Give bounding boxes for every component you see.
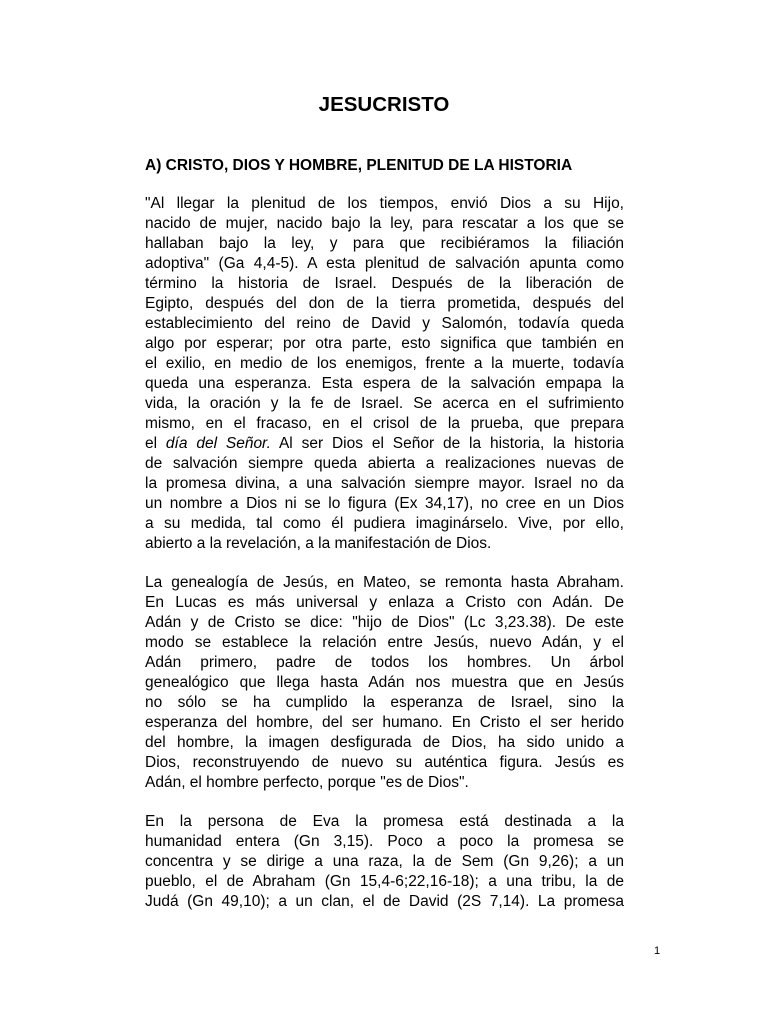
text-line: establecimiento del reino de David y Salomón, todavía queda (145, 315, 624, 332)
text-line: En Lucas es más universal y enlaza a Cristo con Adán. De (145, 594, 624, 611)
text-line-with-emphasis (145, 434, 624, 454)
emphasized-text: día del Señor. (165, 435, 271, 452)
text-line: La genealogía de Jesús, en Mateo, se remonta hasta Abraham. (145, 574, 624, 591)
text-line: algo por esperar; por otra parte, esto significa que también en (145, 335, 624, 352)
text-line: término la historia de Israel. Después de la liberación de (145, 275, 624, 292)
text-line: humanidad entera (Gn 3,15). Poco a poco la promesa se (145, 833, 624, 850)
text-line: la promesa divina, a una salvación siempre mayor. Israel no da (145, 475, 624, 492)
text-line: del hombre, la imagen desfigurada de Dios, ha sido unido a (145, 734, 624, 751)
text-line: a su medida, tal como él pudiera imaginárselo. Vive, por ello, (145, 515, 624, 532)
page-number: 1 (654, 945, 661, 957)
paragraph-3 (145, 812, 624, 912)
text-line: hallaban bajo la ley, y para que recibiéramos la filiación (145, 235, 624, 252)
text-line: pueblo, el de Abraham (Gn 15,4-6;22,16-18); a una tribu, la de (145, 873, 624, 890)
text-line: de salvación siempre queda abierta a realizaciones nuevas de (145, 455, 624, 472)
text-line: genealógico que llega hasta Adán nos muestra que en Jesús (145, 674, 624, 691)
text-line: el exilio, en medio de los enemigos, frente a la muerte, todavía (145, 355, 624, 372)
text-line: modo se establece la relación entre Jesús, nuevo Adán, y el (145, 634, 624, 651)
text-line: esperanza del hombre, del ser humano. En Cristo el ser herido (145, 714, 624, 731)
text-line: vida, la oración y la fe de Israel. Se acerca en el sufrimiento (145, 395, 624, 412)
text-line: abierto a la revelación, a la manifestación de Dios. (145, 535, 492, 552)
text-line: Adán primero, padre de todos los hombres. Un árbol (145, 654, 624, 671)
section-heading: A) CRISTO, DIOS Y HOMBRE, PLENITUD DE LA HISTORIA (145, 157, 573, 174)
text-line: un nombre a Dios ni se lo figura (Ex 34,17), no cree en un Dios (145, 495, 624, 512)
text-run: el (145, 435, 166, 452)
text-line: adoptiva" (Ga 4,4-5). A esta plenitud de salvación apunta como (145, 255, 624, 272)
text-line: Adán y de Cristo se dice: "hijo de Dios" (Lc 3,23.38). De este (145, 614, 624, 631)
page-title: JESUCRISTO (318, 93, 450, 116)
text-line: Judá (Gn 49,10); a un clan, el de David (2S 7,14). La promesa (145, 893, 624, 910)
paragraph-1 (145, 194, 624, 554)
text-line: concentra y se dirige a una raza, la de Sem (Gn 9,26); a un (145, 853, 624, 870)
text-line: nacido de mujer, nacido bajo la ley, para rescatar a los que se (145, 215, 624, 232)
text-line: "Al llegar la plenitud de los tiempos, envió Dios a su Hijo, (145, 195, 624, 212)
text-line: En la persona de Eva la promesa está destinada a la (145, 813, 624, 830)
text-run: Al ser Dios el Señor de la historia, la historia (270, 435, 624, 452)
text-line: no sólo se ha cumplido la esperanza de Israel, sino la (145, 694, 624, 711)
text-line: mismo, en el fracaso, en el crisol de la prueba, que prepara (145, 415, 624, 432)
text-line: Adán, el hombre perfecto, porque "es de Dios". (145, 774, 469, 791)
text-line: Egipto, después del don de la tierra prometida, después del (145, 295, 624, 312)
paragraph-2 (145, 573, 624, 793)
text-line: queda una esperanza. Esta espera de la salvación empapa la (145, 375, 624, 392)
text-line: Dios, reconstruyendo de nuevo su auténtica figura. Jesús es (145, 754, 624, 771)
